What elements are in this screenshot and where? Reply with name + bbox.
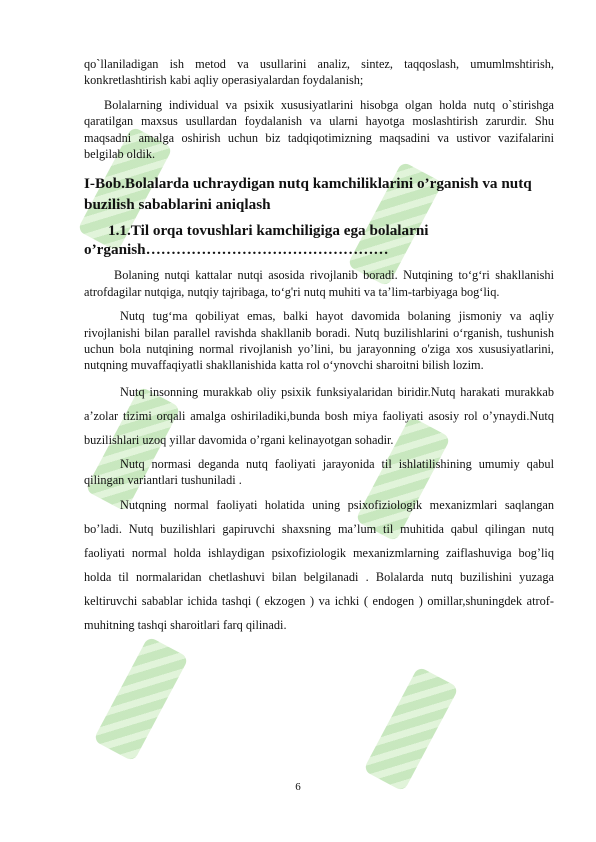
section-heading <box>84 221 554 259</box>
page-number: 6 <box>295 781 301 793</box>
paragraph-speech-norm: Nutq normasi deganda nutq faoliyati jarayonida til ishlatilishining umumiy qabul qilingan variantlari tushuniladi . <box>84 456 554 488</box>
paragraph-intro-methods: qo`llaniladigan ish metod va usullarini analiz, sintez, taqqoslash, umumlmshtirish, konkretlashtirish kabi aqliy operasiyalardan foydalanish; <box>84 57 554 88</box>
watermark-shape <box>363 666 459 792</box>
paragraph-higher-function: Nutq insonning murakkab oliy psixik funksiyalaridan biridir.Nutq harakati murakkab a’zolar tizimi orqali amalga oshiriladiki,bunda bosh miya faoliyati asosiy rol o’ynaydi.Nutq buzilishlari uzoq yillar davomida o’rgani kelinayotgan sohadir. <box>84 384 554 447</box>
watermark-shape <box>93 636 189 762</box>
chapter-heading: I-Bob.Bolalarda uchraydigan nutq kamchiliklarini o’rganish va nutq buzilish sabablarini aniqlash <box>84 175 532 213</box>
paragraph-individual-features: Bolalarning individual va psixik xususiyatlarini hisobga olgan holda nutq o`stirishga qaratilgan maxsus usullardan foydalanish va ularni hayotga moslashtirish zarurdir. Shu maqsadni amalga oshirish uchun biz tadqiqotimizning maqsadini va ustivor vazifalarini belgilab oldik. <box>84 97 554 162</box>
section-title: Til orqa tovushlari kamchiligiga ega bolalarni o’rganish………………………………………… <box>84 222 429 259</box>
section-number: 1.1. <box>108 222 131 240</box>
paragraph-child-speech: Bolaning nutqi kattalar nutqi asosida rivojlanib boradi. Nutqining to‘g‘ri shakllanishi atrofdagilar nutqiga, nutqiy tajribaga, to‘g'ri nutq muhiti va ta’lim-tarbiyaga bog‘liq. <box>84 268 554 299</box>
paragraph-normal-activity: Nutqning normal faoliyati holatida uning psixofiziologik mexanizmlari saqlangan bo’ladi. Nutq buzilishlari gapiruvchi shaxsning ma’lum til muhitida qabul qilingan nutq faoliyati normal holda ishlaydigan psixofiziologik mexanizmlarning zaiflashuviga bog’liq holda til normalaridan chetlashuvi bilan belgilanadi . Bolalarda nutq buzilishini yuzaga keltiruvchi sabablar ichida tashqi ( ekzogen ) va ichki ( endogen ) omillar,shuningdek atrof-muhitning tashqi sharoitlari farq qilinadi. <box>84 497 554 632</box>
paragraph-speech-not-innate: Nutq tug‘ma qobiliyat emas, balki hayot davomida bolaning jismoniy va aqliy rivojlanishi bilan parallel ravishda shakllanib boradi. Nutq buzilishlarini o‘rganish, tushunish uchun bola nutqining normal rivojlanish yo’lini, bu jarayonning o'ziga xos xususiyatlarini, nutqning muvaffaqiyatli shakllanishida katta rol o‘ynovchi sharoitni bilish lozim. <box>84 309 554 373</box>
document-page <box>84 56 554 637</box>
